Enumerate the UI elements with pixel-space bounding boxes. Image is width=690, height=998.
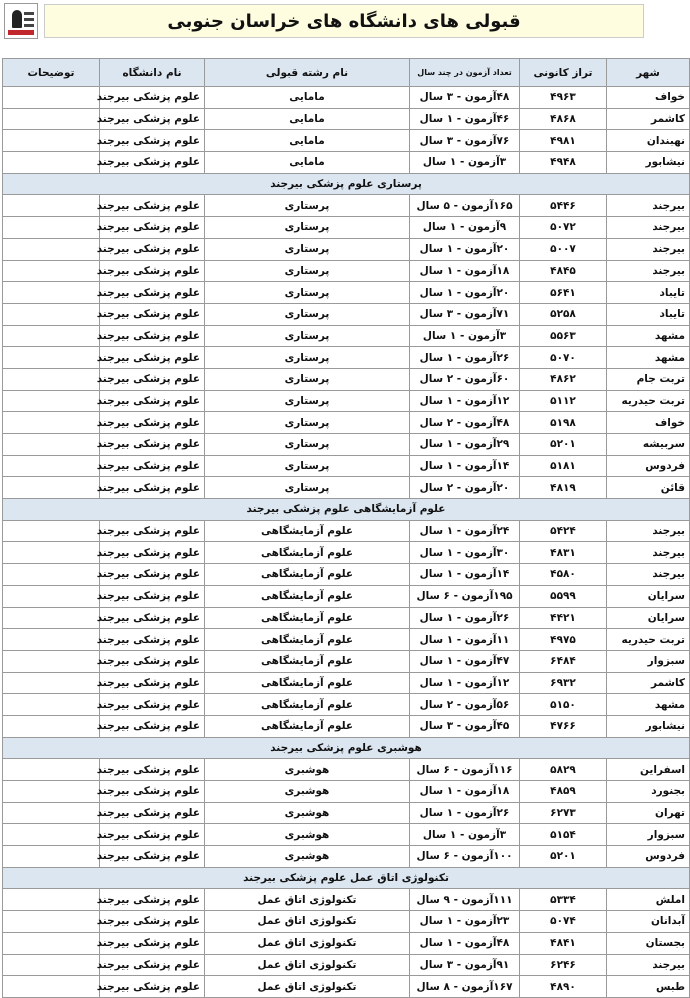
major-cell: علوم آزمایشگاهی — [205, 607, 410, 629]
score-cell: ۴۹۴۸ — [520, 152, 607, 174]
city-cell: کاشمر — [607, 108, 690, 130]
major-cell: علوم آزمایشگاهی — [205, 542, 410, 564]
notes-cell — [3, 564, 100, 586]
city-cell: بیرجند — [607, 195, 690, 217]
notes-cell — [3, 672, 100, 694]
notes-cell — [3, 217, 100, 239]
university-cell: علوم پزشکی بیرجند — [100, 672, 205, 694]
city-cell: بیرجند — [607, 542, 690, 564]
score-cell: ۵۲۵۸ — [520, 303, 607, 325]
city-cell: طبس — [607, 976, 690, 998]
score-cell: ۵۰۰۷ — [520, 238, 607, 260]
table-row — [3, 911, 690, 933]
university-cell: علوم پزشکی بیرجند — [100, 824, 205, 846]
table-row — [3, 152, 690, 174]
notes-cell — [3, 347, 100, 369]
major-cell: هوشبری — [205, 759, 410, 781]
notes-cell — [3, 477, 100, 499]
score-cell: ۶۲۷۳ — [520, 802, 607, 824]
major-cell: علوم آزمایشگاهی — [205, 564, 410, 586]
table-row — [3, 87, 690, 109]
notes-cell — [3, 303, 100, 325]
city-cell: قائن — [607, 477, 690, 499]
university-cell: علوم پزشکی بیرجند — [100, 325, 205, 347]
city-cell: بیرجند — [607, 260, 690, 282]
notes-cell — [3, 412, 100, 434]
tests-cell: ۱۴آزمون - ۱ سال — [410, 455, 520, 477]
university-cell: علوم پزشکی بیرجند — [100, 260, 205, 282]
city-cell: کاشمر — [607, 672, 690, 694]
notes-cell — [3, 542, 100, 564]
score-cell: ۵۲۰۱ — [520, 434, 607, 456]
major-cell: پرستاری — [205, 238, 410, 260]
city-cell: بیرجند — [607, 520, 690, 542]
tests-cell: ۴۸آزمون - ۱ سال — [410, 932, 520, 954]
city-cell: بیرجند — [607, 238, 690, 260]
notes-cell — [3, 976, 100, 998]
university-cell: علوم پزشکی بیرجند — [100, 434, 205, 456]
tests-cell: ۲۰آزمون - ۲ سال — [410, 477, 520, 499]
university-cell: علوم پزشکی بیرجند — [100, 455, 205, 477]
header-notes: توضیحات — [3, 59, 100, 87]
notes-cell — [3, 802, 100, 824]
score-cell: ۴۸۴۵ — [520, 260, 607, 282]
table-row — [3, 824, 690, 846]
major-cell: علوم آزمایشگاهی — [205, 629, 410, 651]
score-cell: ۴۹۶۳ — [520, 87, 607, 109]
city-cell: سرایان — [607, 607, 690, 629]
score-cell: ۶۹۳۲ — [520, 672, 607, 694]
major-cell: پرستاری — [205, 195, 410, 217]
notes-cell — [3, 585, 100, 607]
tests-cell: ۱۶۷آزمون - ۸ سال — [410, 976, 520, 998]
table-row — [3, 303, 690, 325]
university-cell: علوم پزشکی بیرجند — [100, 911, 205, 933]
city-cell: نیشابور — [607, 152, 690, 174]
table-row — [3, 325, 690, 347]
major-cell: تکنولوژی اتاق عمل — [205, 954, 410, 976]
major-cell: علوم آزمایشگاهی — [205, 585, 410, 607]
major-cell: پرستاری — [205, 325, 410, 347]
notes-cell — [3, 130, 100, 152]
section-header-row — [3, 499, 690, 521]
header-score: تراز کانونی — [520, 59, 607, 87]
university-cell: علوم پزشکی بیرجند — [100, 781, 205, 803]
tests-cell: ۹آزمون - ۱ سال — [410, 217, 520, 239]
table-row — [3, 238, 690, 260]
notes-cell — [3, 152, 100, 174]
major-cell: مامایی — [205, 108, 410, 130]
score-cell: ۵۵۹۹ — [520, 585, 607, 607]
university-cell: علوم پزشکی بیرجند — [100, 477, 205, 499]
tests-cell: ۷۶آزمون - ۳ سال — [410, 130, 520, 152]
tests-cell: ۴۵آزمون - ۳ سال — [410, 715, 520, 737]
tests-cell: ۲۳آزمون - ۱ سال — [410, 911, 520, 933]
page-header — [0, 0, 646, 42]
major-cell: پرستاری — [205, 434, 410, 456]
major-cell: علوم آزمایشگاهی — [205, 672, 410, 694]
header-tests: تعداد آزمون در چند سال — [410, 59, 520, 87]
city-cell: نیشابور — [607, 715, 690, 737]
tests-cell: ۲۹آزمون - ۱ سال — [410, 434, 520, 456]
score-cell: ۵۰۷۲ — [520, 217, 607, 239]
notes-cell — [3, 954, 100, 976]
notes-cell — [3, 195, 100, 217]
university-cell: علوم پزشکی بیرجند — [100, 238, 205, 260]
city-cell: سبزوار — [607, 650, 690, 672]
header-city: شهر — [607, 59, 690, 87]
notes-cell — [3, 325, 100, 347]
major-cell: تکنولوژی اتاق عمل — [205, 932, 410, 954]
admissions-table — [2, 58, 690, 998]
university-cell: علوم پزشکی بیرجند — [100, 585, 205, 607]
tests-cell: ۴۸آزمون - ۲ سال — [410, 412, 520, 434]
city-cell: مشهد — [607, 325, 690, 347]
table-row — [3, 347, 690, 369]
score-cell: ۴۸۶۸ — [520, 108, 607, 130]
section-label: هوشبری علوم پزشکی بیرجند — [3, 737, 690, 759]
major-cell: تکنولوژی اتاق عمل — [205, 889, 410, 911]
city-cell: نهبندان — [607, 130, 690, 152]
university-cell: علوم پزشکی بیرجند — [100, 889, 205, 911]
city-cell: اسفراین — [607, 759, 690, 781]
table-row — [3, 629, 690, 651]
city-cell: بیرجند — [607, 217, 690, 239]
score-cell: ۶۲۴۶ — [520, 954, 607, 976]
city-cell: مشهد — [607, 694, 690, 716]
city-cell: مشهد — [607, 347, 690, 369]
score-cell: ۴۸۹۰ — [520, 976, 607, 998]
notes-cell — [3, 932, 100, 954]
major-cell: پرستاری — [205, 412, 410, 434]
university-cell: علوم پزشکی بیرجند — [100, 108, 205, 130]
tests-cell: ۵۶آزمون - ۲ سال — [410, 694, 520, 716]
notes-cell — [3, 520, 100, 542]
tests-cell: ۱۶۵آزمون - ۵ سال — [410, 195, 520, 217]
header-university: نام دانشگاه — [100, 59, 205, 87]
university-cell: علوم پزشکی بیرجند — [100, 759, 205, 781]
notes-cell — [3, 846, 100, 868]
major-cell: پرستاری — [205, 303, 410, 325]
university-cell: علوم پزشکی بیرجند — [100, 217, 205, 239]
tests-cell: ۲۶آزمون - ۱ سال — [410, 607, 520, 629]
notes-cell — [3, 781, 100, 803]
score-cell: ۵۸۲۹ — [520, 759, 607, 781]
table-row — [3, 564, 690, 586]
tests-cell: ۳آزمون - ۱ سال — [410, 325, 520, 347]
major-cell: پرستاری — [205, 455, 410, 477]
university-cell: علوم پزشکی بیرجند — [100, 715, 205, 737]
university-cell: علوم پزشکی بیرجند — [100, 542, 205, 564]
city-cell: تربت حیدریه — [607, 390, 690, 412]
city-cell: بیرجند — [607, 564, 690, 586]
notes-cell — [3, 434, 100, 456]
notes-cell — [3, 650, 100, 672]
city-cell: فردوس — [607, 455, 690, 477]
logo-icon — [4, 3, 38, 39]
section-label: پرستاری علوم پزشکی بیرجند — [3, 173, 690, 195]
section-header-row — [3, 173, 690, 195]
city-cell: خواف — [607, 412, 690, 434]
score-cell: ۴۵۸۰ — [520, 564, 607, 586]
notes-cell — [3, 715, 100, 737]
tests-cell: ۷۱آزمون - ۳ سال — [410, 303, 520, 325]
university-cell: علوم پزشکی بیرجند — [100, 368, 205, 390]
city-cell: خواف — [607, 87, 690, 109]
city-cell: تایباد — [607, 282, 690, 304]
university-cell: علوم پزشکی بیرجند — [100, 976, 205, 998]
major-cell: تکنولوژی اتاق عمل — [205, 911, 410, 933]
score-cell: ۴۹۷۵ — [520, 629, 607, 651]
table-row — [3, 889, 690, 911]
tests-cell: ۱۹۵آزمون - ۶ سال — [410, 585, 520, 607]
tests-cell: ۹۱آزمون - ۳ سال — [410, 954, 520, 976]
major-cell: مامایی — [205, 130, 410, 152]
major-cell: پرستاری — [205, 368, 410, 390]
score-cell: ۴۴۲۱ — [520, 607, 607, 629]
table-row — [3, 542, 690, 564]
university-cell: علوم پزشکی بیرجند — [100, 195, 205, 217]
table-row — [3, 455, 690, 477]
section-header-row — [3, 737, 690, 759]
table-row — [3, 282, 690, 304]
table-row — [3, 217, 690, 239]
university-cell: علوم پزشکی بیرجند — [100, 954, 205, 976]
university-cell: علوم پزشکی بیرجند — [100, 303, 205, 325]
table-row — [3, 672, 690, 694]
tests-cell: ۱۲آزمون - ۱ سال — [410, 390, 520, 412]
university-cell: علوم پزشکی بیرجند — [100, 347, 205, 369]
notes-cell — [3, 282, 100, 304]
header-major: نام رشته قبولی — [205, 59, 410, 87]
tests-cell: ۱۱۱آزمون - ۹ سال — [410, 889, 520, 911]
tests-cell: ۴۸آزمون - ۳ سال — [410, 87, 520, 109]
major-cell: هوشبری — [205, 846, 410, 868]
score-cell: ۵۵۶۳ — [520, 325, 607, 347]
major-cell: علوم آزمایشگاهی — [205, 520, 410, 542]
university-cell: علوم پزشکی بیرجند — [100, 607, 205, 629]
major-cell: علوم آزمایشگاهی — [205, 650, 410, 672]
score-cell: ۵۱۸۱ — [520, 455, 607, 477]
tests-cell: ۱۰۰آزمون - ۶ سال — [410, 846, 520, 868]
table-row — [3, 932, 690, 954]
major-cell: هوشبری — [205, 824, 410, 846]
major-cell: مامایی — [205, 87, 410, 109]
table-row — [3, 368, 690, 390]
notes-cell — [3, 108, 100, 130]
notes-cell — [3, 238, 100, 260]
university-cell: علوم پزشکی بیرجند — [100, 650, 205, 672]
tests-cell: ۱۱آزمون - ۱ سال — [410, 629, 520, 651]
tests-cell: ۲۶آزمون - ۱ سال — [410, 802, 520, 824]
tests-cell: ۱۱۶آزمون - ۶ سال — [410, 759, 520, 781]
score-cell: ۴۸۳۱ — [520, 542, 607, 564]
table-row — [3, 781, 690, 803]
score-cell: ۵۶۴۱ — [520, 282, 607, 304]
major-cell: پرستاری — [205, 477, 410, 499]
score-cell: ۵۱۹۸ — [520, 412, 607, 434]
table-body — [3, 87, 690, 998]
table-row — [3, 434, 690, 456]
tests-cell: ۲۴آزمون - ۱ سال — [410, 520, 520, 542]
tests-cell: ۱۸آزمون - ۱ سال — [410, 781, 520, 803]
table-row — [3, 260, 690, 282]
tests-cell: ۱۲آزمون - ۱ سال — [410, 672, 520, 694]
section-label: علوم آزمایشگاهی علوم پزشکی بیرجند — [3, 499, 690, 521]
university-cell: علوم پزشکی بیرجند — [100, 932, 205, 954]
notes-cell — [3, 824, 100, 846]
university-cell: علوم پزشکی بیرجند — [100, 564, 205, 586]
tests-cell: ۶۰آزمون - ۲ سال — [410, 368, 520, 390]
city-cell: تربت حیدریه — [607, 629, 690, 651]
tests-cell: ۳آزمون - ۱ سال — [410, 152, 520, 174]
score-cell: ۶۴۸۴ — [520, 650, 607, 672]
tests-cell: ۴۷آزمون - ۱ سال — [410, 650, 520, 672]
table-row — [3, 520, 690, 542]
table-row — [3, 846, 690, 868]
tests-cell: ۲۰آزمون - ۱ سال — [410, 238, 520, 260]
notes-cell — [3, 607, 100, 629]
city-cell: تهران — [607, 802, 690, 824]
university-cell: علوم پزشکی بیرجند — [100, 629, 205, 651]
table-row — [3, 195, 690, 217]
table-row — [3, 412, 690, 434]
score-cell: ۵۱۱۲ — [520, 390, 607, 412]
score-cell: ۵۱۵۰ — [520, 694, 607, 716]
city-cell: املش — [607, 889, 690, 911]
university-cell: علوم پزشکی بیرجند — [100, 520, 205, 542]
table-row — [3, 694, 690, 716]
score-cell: ۵۳۳۴ — [520, 889, 607, 911]
major-cell: پرستاری — [205, 260, 410, 282]
university-cell: علوم پزشکی بیرجند — [100, 412, 205, 434]
score-cell: ۵۴۴۶ — [520, 195, 607, 217]
notes-cell — [3, 390, 100, 412]
notes-cell — [3, 629, 100, 651]
section-label: تکنولوژی اتاق عمل علوم پزشکی بیرجند — [3, 867, 690, 889]
table-row — [3, 108, 690, 130]
city-cell: سرایان — [607, 585, 690, 607]
score-cell: ۴۸۵۹ — [520, 781, 607, 803]
major-cell: علوم آزمایشگاهی — [205, 694, 410, 716]
tests-cell: ۴۶آزمون - ۱ سال — [410, 108, 520, 130]
university-cell: علوم پزشکی بیرجند — [100, 87, 205, 109]
city-cell: بیرجند — [607, 954, 690, 976]
tests-cell: ۳۰آزمون - ۱ سال — [410, 542, 520, 564]
score-cell: ۵۰۷۰ — [520, 347, 607, 369]
major-cell: پرستاری — [205, 282, 410, 304]
notes-cell — [3, 260, 100, 282]
city-cell: سربیشه — [607, 434, 690, 456]
major-cell: هوشبری — [205, 781, 410, 803]
university-cell: علوم پزشکی بیرجند — [100, 390, 205, 412]
major-cell: علوم آزمایشگاهی — [205, 715, 410, 737]
table-row — [3, 759, 690, 781]
table-row — [3, 390, 690, 412]
score-cell: ۴۸۱۹ — [520, 477, 607, 499]
city-cell: بجنورد — [607, 781, 690, 803]
score-cell: ۵۰۷۴ — [520, 911, 607, 933]
table-row — [3, 477, 690, 499]
score-cell: ۴۷۶۶ — [520, 715, 607, 737]
score-cell: ۵۴۲۴ — [520, 520, 607, 542]
city-cell: تربت جام — [607, 368, 690, 390]
table-row — [3, 976, 690, 998]
notes-cell — [3, 368, 100, 390]
tests-cell: ۱۴آزمون - ۱ سال — [410, 564, 520, 586]
table-row — [3, 130, 690, 152]
notes-cell — [3, 455, 100, 477]
table-row — [3, 650, 690, 672]
score-cell: ۴۹۸۱ — [520, 130, 607, 152]
city-cell: فردوس — [607, 846, 690, 868]
tests-cell: ۲۰آزمون - ۱ سال — [410, 282, 520, 304]
title-banner — [44, 4, 644, 38]
major-cell: پرستاری — [205, 217, 410, 239]
university-cell: علوم پزشکی بیرجند — [100, 152, 205, 174]
tests-cell: ۳آزمون - ۱ سال — [410, 824, 520, 846]
section-header-row — [3, 867, 690, 889]
notes-cell — [3, 694, 100, 716]
score-cell: ۴۸۴۱ — [520, 932, 607, 954]
notes-cell — [3, 911, 100, 933]
table-row — [3, 585, 690, 607]
major-cell: پرستاری — [205, 390, 410, 412]
table-header-row — [3, 59, 690, 87]
city-cell: آبدانان — [607, 911, 690, 933]
notes-cell — [3, 759, 100, 781]
major-cell: مامایی — [205, 152, 410, 174]
score-cell: ۵۱۵۴ — [520, 824, 607, 846]
tests-cell: ۱۸آزمون - ۱ سال — [410, 260, 520, 282]
tests-cell: ۲۶آزمون - ۱ سال — [410, 347, 520, 369]
table-row — [3, 715, 690, 737]
score-cell: ۵۲۰۱ — [520, 846, 607, 868]
table-row — [3, 802, 690, 824]
university-cell: علوم پزشکی بیرجند — [100, 846, 205, 868]
university-cell: علوم پزشکی بیرجند — [100, 282, 205, 304]
university-cell: علوم پزشکی بیرجند — [100, 130, 205, 152]
notes-cell — [3, 87, 100, 109]
city-cell: بجستان — [607, 932, 690, 954]
city-cell: تایباد — [607, 303, 690, 325]
city-cell: سبزوار — [607, 824, 690, 846]
major-cell: پرستاری — [205, 347, 410, 369]
page-title: قبولی های دانشگاه های خراسان جنوبی — [167, 10, 521, 32]
notes-cell — [3, 889, 100, 911]
major-cell: تکنولوژی اتاق عمل — [205, 976, 410, 998]
score-cell: ۴۸۶۲ — [520, 368, 607, 390]
table-row — [3, 954, 690, 976]
university-cell: علوم پزشکی بیرجند — [100, 802, 205, 824]
university-cell: علوم پزشکی بیرجند — [100, 694, 205, 716]
table-row — [3, 607, 690, 629]
major-cell: هوشبری — [205, 802, 410, 824]
